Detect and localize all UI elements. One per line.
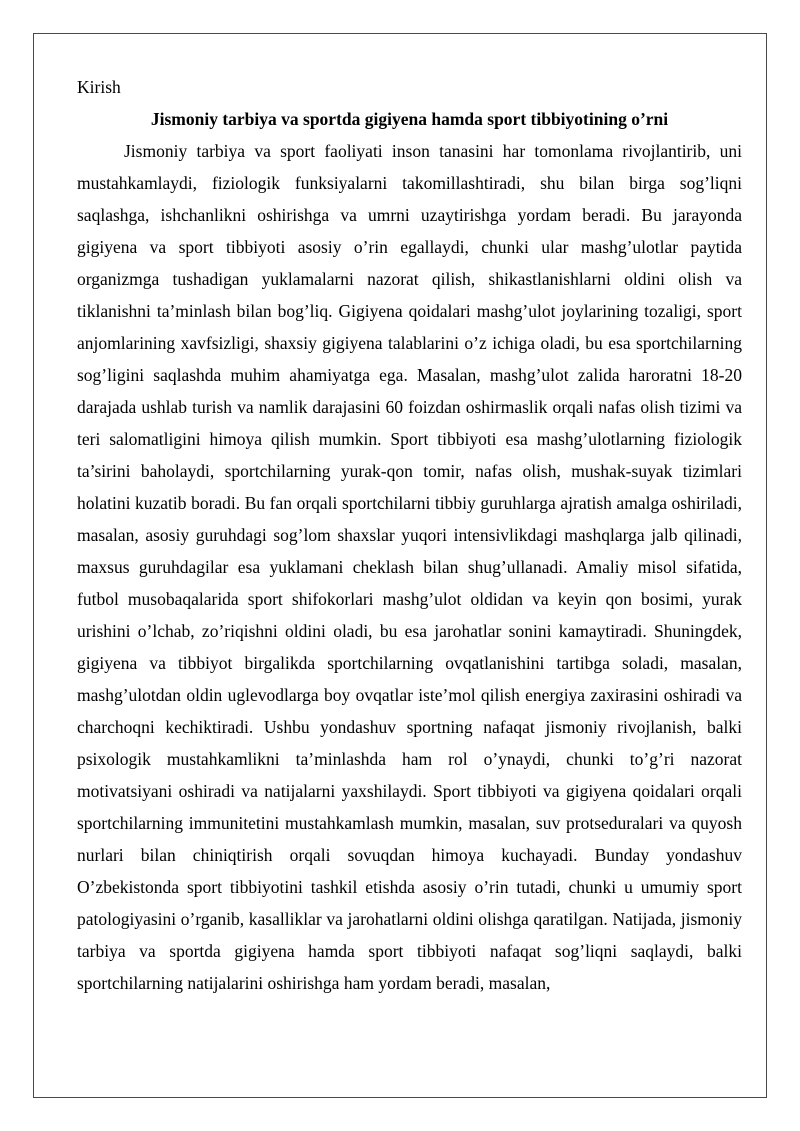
section-label: Kirish bbox=[77, 77, 121, 97]
document-body bbox=[77, 71, 742, 999]
body-paragraph: Jismoniy tarbiya va sport faoliyati inson tanasini har tomonlama rivojlantirib, uni mustahkamlaydi, fiziologik funksiyalarni takomillashtiradi, shu bilan birga sog’liqni saqlashga, ishchanlikni oshirishga va umrni uzaytirishga yordam beradi. Bu jarayonda gigiyena va sport tibbiyoti asosiy o’rin egallaydi, chunki ular mashg’ulotlar paytida organizmga tushadigan yuklamalarni nazorat qilish, shikastlanishlarni oldini olish va tiklanishni ta’minlash bilan bog’liq. Gigiyena qoidalari mashg’ulot joylarining tozaligi, sport anjomlarining xavfsizligi, shaxsiy gigiyena talablarini o’z ichiga oladi, bu esa sportchilarning sog’ligini saqlashda muhim ahamiyatga ega. Masalan, mashg’ulot zalida haroratni 18-20 darajada ushlab turish va namlik darajasini 60 foizdan oshirmaslik orqali nafas olish tizimi va teri salomatligini himoya qilish mumkin. Sport tibbiyoti esa mashg’ulotlarning fiziologik ta’sirini baholaydi, sportchilarning yurak-qon tomir, nafas olish, mushak-suyak tizimlari holatini kuzatib boradi. Bu fan orqali sportchilarni tibbiy guruhlarga ajratish amalga oshiriladi, masalan, asosiy guruhdagi sog’lom shaxslar yuqori intensivlikdagi mashqlarga jalb qilinadi, maxsus guruhdagilar esa yuklamani cheklash bilan shug’ullanadi. Amaliy misol sifatida, futbol musobaqalarida sport shifokorlari mashg’ulot oldidan va keyin qon bosimi, yurak urishini o’lchab, zo’riqishni oldini oladi, bu esa jarohatlar sonini kamaytiradi. Shuningdek, gigiyena va tibbiyot birgalikda sportchilarning ovqatlanishini tartibga soladi, masalan, mashg’ulotdan oldin uglevodlarga boy ovqatlar iste’mol qilish energiya zaxirasini oshiradi va charchoqni kechiktiradi. Ushbu yondashuv sportning nafaqat jismoniy rivojlanish, balki psixologik mustahkamlikni ta’minlashda ham rol o’ynaydi, chunki to’g’ri nazorat motivatsiyani oshiradi va natijalarni yaxshilaydi. Sport tibbiyoti va gigiyena qoidalari orqali sportchilarning immunitetini mustahkamlash mumkin, masalan, suv protseduralari va quyosh nurlari bilan chiniqtirish orqali sovuqdan himoya kuchayadi. Bunday yondashuv O’zbekistonda sport tibbiyotini tashkil etishda asosiy o’rin tutadi, chunki u umumiy sport patologiyasini o’rganib, kasalliklar va jarohatlarni oldini olishga qaratilgan. Natijada, jismoniy tarbiya va sportda gigiyena hamda sport tibbiyoti nafaqat sog’liqni saqlaydi, balki sportchilarning natijalarini oshirishga ham yordam beradi, masalan, bbox=[77, 141, 742, 993]
document-title: Jismoniy tarbiya va sportda gigiyena hamda sport tibbiyotining o’rni bbox=[150, 109, 669, 129]
